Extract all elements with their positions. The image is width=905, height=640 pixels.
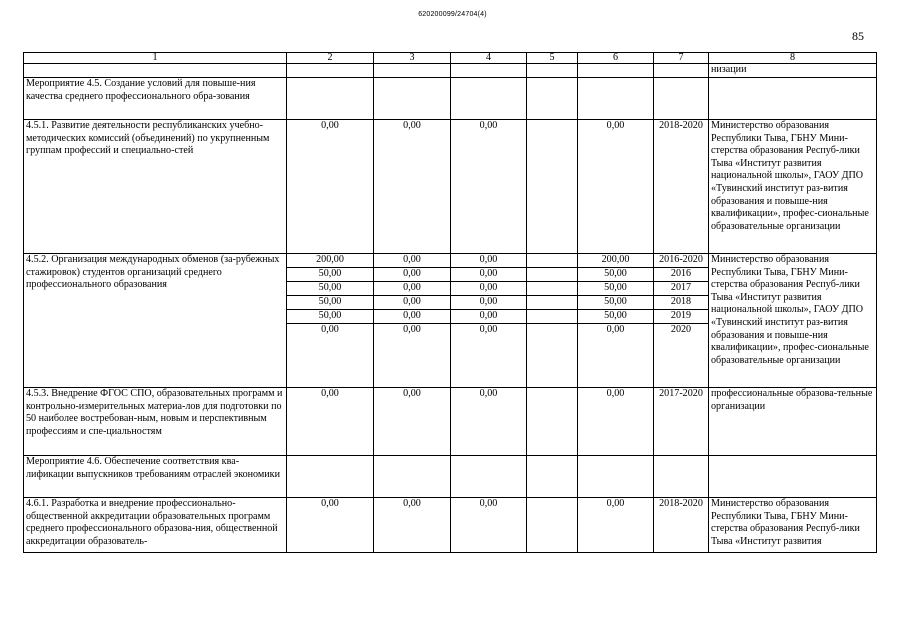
period-cell: 2019: [654, 310, 709, 324]
period-cell: 2017-2020: [654, 388, 709, 456]
amount-cell: 0,00: [287, 498, 374, 553]
col-number-5: 5: [527, 53, 578, 64]
amount-cell: 0,00: [374, 388, 451, 456]
page-number: 85: [852, 29, 864, 43]
amount-cell: 0,00: [287, 388, 374, 456]
period-cell: 2018: [654, 296, 709, 310]
amount-cell: 0,00: [578, 388, 654, 456]
program-table: [23, 52, 877, 553]
amount-cell: 50,00: [578, 310, 654, 324]
column-number-row: [24, 53, 877, 64]
amount-cell: [527, 254, 578, 268]
amount-cell: 0,00: [451, 296, 527, 310]
amount-cell: 50,00: [287, 268, 374, 282]
amount-cell: [527, 324, 578, 388]
responsible-cell: Министерство образования Республики Тыва, ГБНУ Мини-стерства образования Респуб-лики Тыва «Институт развития национальной школы», ГАОУ ДПО «Тувинский институт раз-вития образования и повыше-ния квалификации», профес-сиональные образовательные организации: [709, 254, 877, 388]
col-number-8: 8: [709, 53, 877, 64]
amount-cell: [527, 296, 578, 310]
activity-name: 4.5.1. Развитие деятельности республиканских учебно-методических комиссий (объединений) по укрупненным группам профессий и специально-стей: [24, 120, 287, 254]
amount-cell: 0,00: [374, 282, 451, 296]
amount-cell: [527, 388, 578, 456]
amount-cell: [527, 282, 578, 296]
table-row: [24, 456, 877, 498]
amount-cell: 0,00: [374, 310, 451, 324]
period-cell: 2016-2020: [654, 254, 709, 268]
table-row: [24, 64, 877, 78]
period-cell: 2018-2020: [654, 498, 709, 553]
amount-cell: 0,00: [451, 282, 527, 296]
amount-cell: 50,00: [578, 268, 654, 282]
activity-name: 4.5.2. Организация международных обменов (за-рубежных стажировок) студентов организаций среднего профессионального образования: [24, 254, 287, 388]
table-row: [24, 78, 877, 120]
col-number-4: 4: [451, 53, 527, 64]
col-number-3: 3: [374, 53, 451, 64]
amount-cell: 50,00: [287, 296, 374, 310]
amount-cell: 0,00: [451, 310, 527, 324]
responsible-cell: профессиональные образова-тельные организации: [709, 388, 877, 456]
period-cell: 2020: [654, 324, 709, 388]
amount-cell: [527, 120, 578, 254]
amount-cell: 0,00: [451, 268, 527, 282]
amount-cell: 0,00: [374, 120, 451, 254]
amount-cell: 0,00: [287, 324, 374, 388]
amount-cell: [527, 498, 578, 553]
document-id: 620200099/24704(4): [418, 11, 487, 18]
amount-cell: [527, 268, 578, 282]
responsible-cell: Министерство образования Республики Тыва, ГБНУ Мини-стерства образования Респуб-лики Тыва «Институт развития национальной школы», ГАОУ ДПО «Тувинский институт раз-вития образования и повыше-ния квалификации», профес-сиональные образовательные организации: [709, 120, 877, 254]
period-cell: 2016: [654, 268, 709, 282]
amount-cell: 50,00: [578, 296, 654, 310]
amount-cell: 0,00: [287, 120, 374, 254]
amount-cell: 0,00: [374, 268, 451, 282]
amount-cell: 0,00: [451, 324, 527, 388]
amount-cell: 0,00: [374, 324, 451, 388]
activity-name: 4.6.1. Разработка и внедрение профессионально-общественной аккредитации образовательных программ среднего профессионального образова-ния, общественной аккредитации образователь-: [24, 498, 287, 553]
amount-cell: 200,00: [578, 254, 654, 268]
table-row: [24, 498, 877, 553]
responsible-cell: Министерство образования Республики Тыва, ГБНУ Мини-стерства образования Респуб-лики Тыва «Институт развития: [709, 498, 877, 553]
period-cell: 2017: [654, 282, 709, 296]
amount-cell: 0,00: [374, 296, 451, 310]
table-row: [24, 120, 877, 254]
amount-cell: 0,00: [578, 324, 654, 388]
amount-cell: 0,00: [451, 120, 527, 254]
amount-cell: 50,00: [578, 282, 654, 296]
amount-cell: 50,00: [287, 310, 374, 324]
col-number-2: 2: [287, 53, 374, 64]
amount-cell: 0,00: [451, 254, 527, 268]
amount-cell: 0,00: [374, 254, 451, 268]
amount-cell: 0,00: [451, 498, 527, 553]
responsible-cell: низации: [709, 64, 877, 78]
activity-heading: Мероприятие 4.6. Обеспечение соответствия ква-лификации выпускников требованиям отраслей экономики: [24, 456, 287, 498]
period-cell: 2018-2020: [654, 120, 709, 254]
amount-cell: 50,00: [287, 282, 374, 296]
table-row: [24, 388, 877, 456]
activity-heading: Мероприятие 4.5. Создание условий для повыше-ния качества среднего профессионального обра-зования: [24, 78, 287, 120]
amount-cell: 0,00: [374, 498, 451, 553]
activity-name: 4.5.3. Внедрение ФГОС СПО, образовательных программ и контрольно-измерительных материа-лов для подготовки по 50 наиболее востребован-ным, новым и перспективным профессиям и спе-циальностям: [24, 388, 287, 456]
col-number-6: 6: [578, 53, 654, 64]
amount-cell: 0,00: [578, 498, 654, 553]
amount-cell: 0,00: [578, 120, 654, 254]
amount-cell: [527, 310, 578, 324]
col-number-7: 7: [654, 53, 709, 64]
col-number-1: 1: [24, 53, 287, 64]
amount-cell: 200,00: [287, 254, 374, 268]
amount-cell: 0,00: [451, 388, 527, 456]
table-row: [24, 254, 877, 268]
